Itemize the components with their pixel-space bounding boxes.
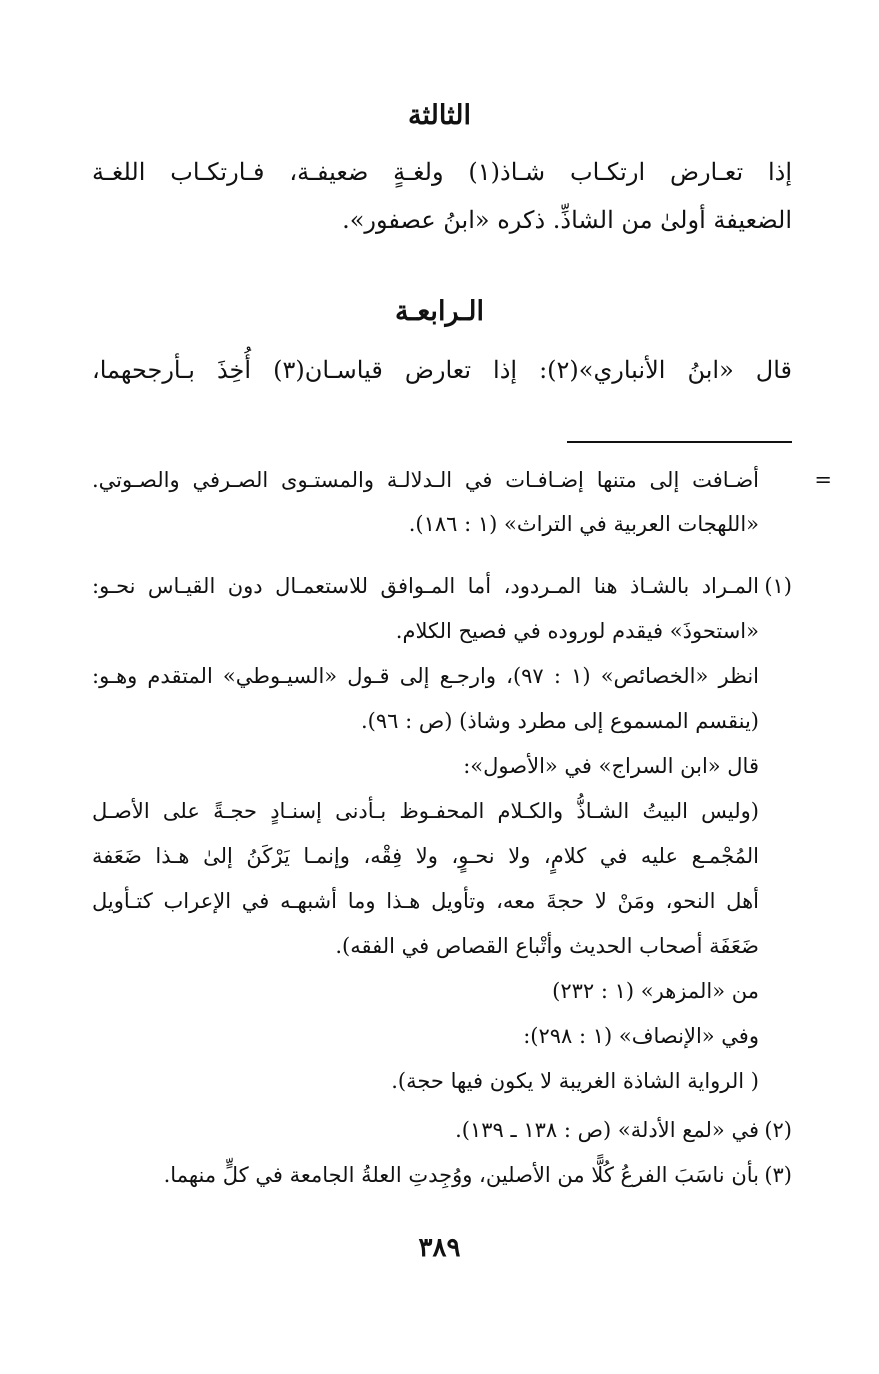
footnote-line: المـراد بالشـاذ هنا المـردود، أما المـوافق للاستعمـال دون القيـاس نحـو: [92,574,759,598]
footnote-line: بأن ناسَبَ الفرعُ كُلًّا من الأصلين، ووُجِدتِ العلةُ الجامعة في كلٍّ منهما. [163,1163,759,1187]
footnote-line: أضـافت إلى متنها إضـافـات في الـدلالـة والمستـوى الصـرفي والصـوتي. [92,468,759,492]
footnote-line: قال «ابن السراج» في «الأصول»: [463,754,759,778]
body-line: إذا تعـارض ارتكـاب شـاذ(١) ولغـةٍ ضعيفـة، فـارتكـاب اللغـة [92,158,793,186]
body-line: الضعيفة أولىٰ من الشاذِّ. ذكره «ابنُ عصفور». [342,206,792,234]
footnote-line: في «لمع الأدلة» (ص : ١٣٨ ـ ١٣٩). [455,1118,759,1142]
footnote-line: ( الرواية الشاذة الغريبة لا يكون فيها حجة). [391,1069,759,1093]
body-line: قال «ابنُ الأنباري»(٢): إذا تعارض قياسـان(٣) أُخِذَ بـأرجحهما، [92,356,792,384]
footnote-number: (٢) [764,1118,792,1142]
footnote-separator [567,441,792,443]
footnote-line: «اللهجات العربية في التراث» (١ : ١٨٦). [408,512,759,536]
page-number: ٣٨٩ [418,1233,461,1263]
footnote-line: أهل النحو، ومَنْ لا حجةَ معه، وتأويل هـذا وما أشبهـه في الإعراب كتـأويل [92,889,759,913]
footnote-number: (١) [764,574,792,598]
footnote-line: انظر «الخصائص» (١ : ٩٧)، وارجـع إلى قـول «السيـوطي» المتقدم وهـو: [92,664,759,688]
footnote-line: وفي «الإنصاف» (١ : ٢٩٨): [523,1024,759,1048]
section-heading-third: الثالثة [408,100,471,131]
footnote-line: المُجْمـع عليه في كلامٍ، ولا نحـوٍ، ولا فِقْه، وإنمـا يَرْكَنُ إلىٰ هـذا ضَعَفة [92,844,759,868]
continuation-mark: = [814,468,832,492]
footnote-line: (ينقسم المسموع إلى مطرد وشاذ) (ص : ٩٦). [361,709,759,733]
footnote-line: (وليس البيتُ الشـاذُّ والكـلام المحفـوظ بـأدنى إسنـادٍ حجـةً على الأصـل [92,799,759,823]
section-heading-fourth: الـرابعـة [395,296,484,327]
footnote-line: «استحوذَ» فيقدم لوروده في فصيح الكلام. [395,619,759,643]
footnote-line: من «المزهر» (١ : ٢٣٢) [552,979,759,1003]
footnote-number: (٣) [764,1163,792,1187]
footnote-line: ضَعَفَة أصحاب الحديث وأتْباع القصاص في الفقه). [335,934,759,958]
